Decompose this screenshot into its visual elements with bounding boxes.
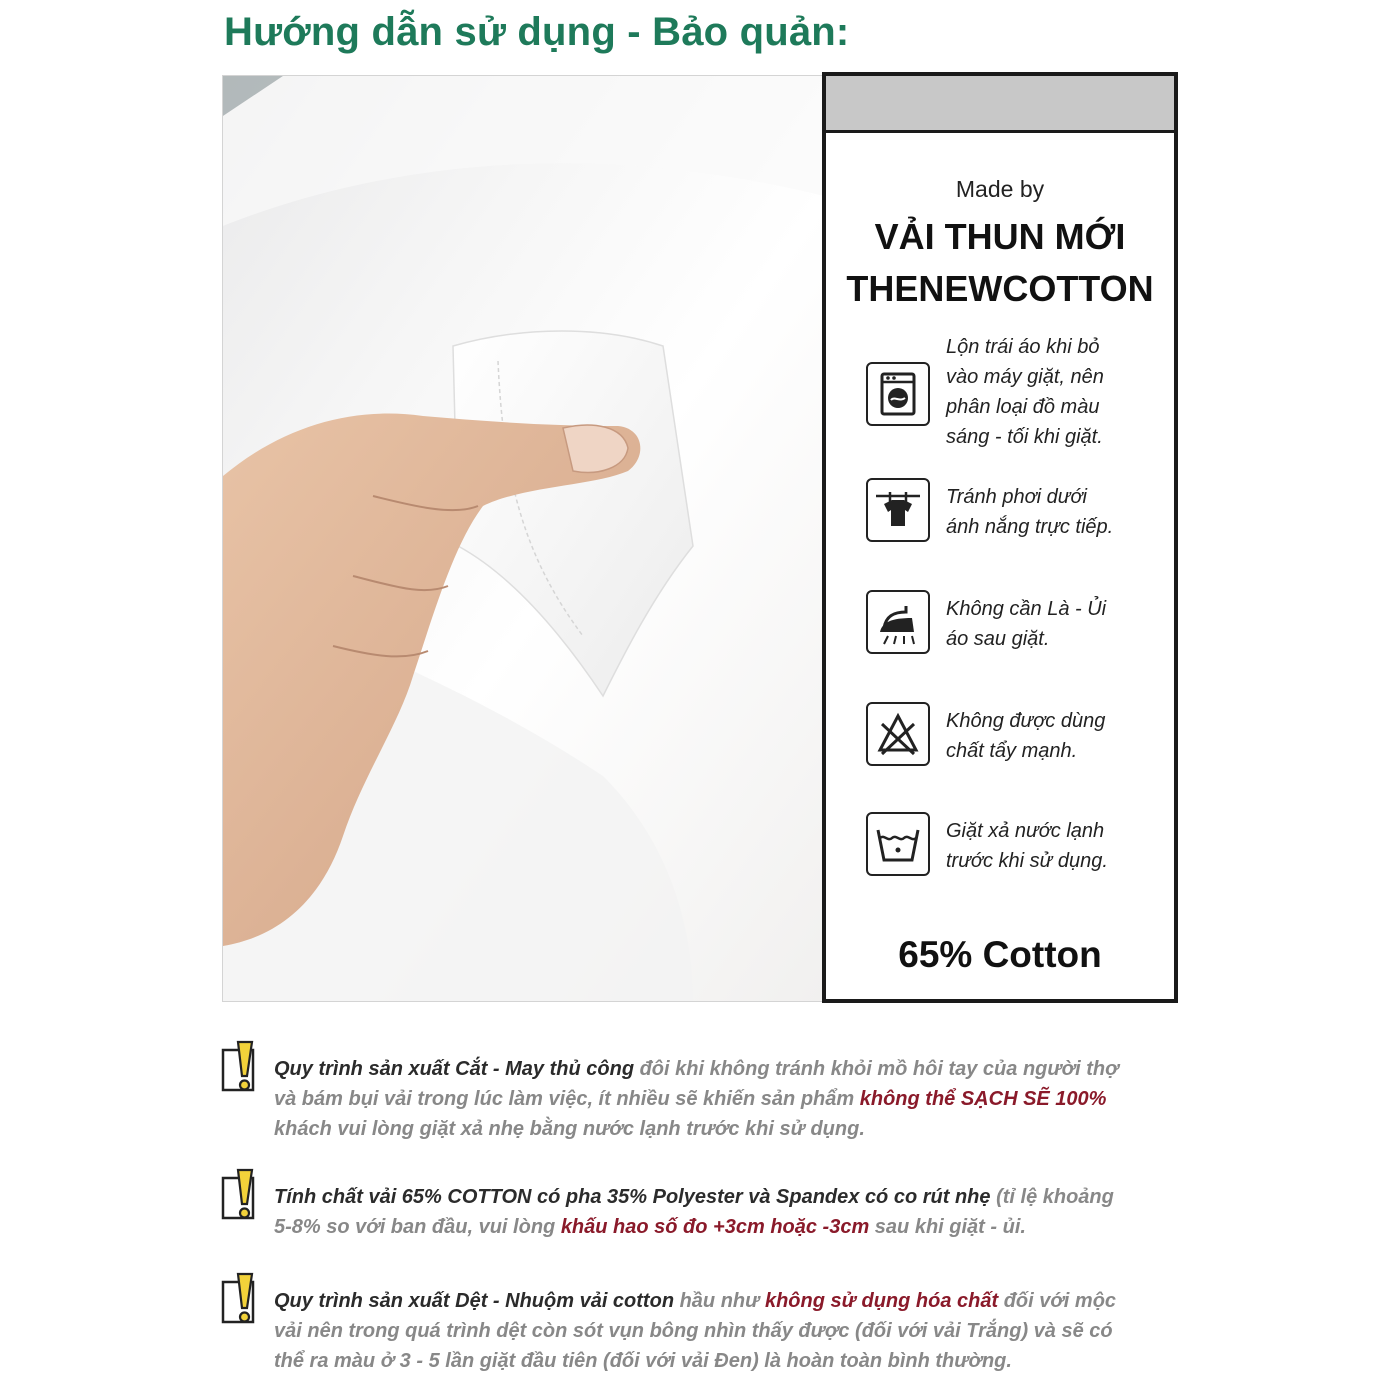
note-highlight: không thể SẠCH SẼ 100% [859,1088,1107,1110]
note-text: 5-8% so với ban đầu, vui lòng [274,1216,561,1238]
care-label-tag [822,72,1178,1003]
note-emphasis: Quy trình sản xuất Cắt - May thủ công [274,1058,635,1080]
no-bleach-icon [866,702,930,766]
note-emphasis: Tính chất vải 65% COTTON có pha 35% Polyester và Spandex có co rút nhẹ [274,1186,991,1208]
care-text-line: trước khi sử dụng. [946,850,1108,872]
warning-exclamation-icon [220,1168,262,1230]
washing-machine-icon [866,362,930,426]
note-text: đôi khi không tránh khỏi mồ hôi tay của người thợ [634,1058,1119,1080]
note-line [274,1212,1180,1242]
care-text-line: Không được dùng [946,710,1106,732]
note-text: và bám bụi vải trong lúc làm việc, ít nhiều sẽ khiến sản phẩm [274,1088,860,1110]
care-text-line: Lộn trái áo khi bỏ [946,336,1100,358]
dry-in-shade-icon [866,478,930,542]
note-line [274,1054,1180,1084]
care-text-line: chất tẩy mạnh. [946,740,1078,762]
made-by-text: Made by [955,176,1045,202]
note-highlight: không sử dụng hóa chất [764,1290,999,1312]
note-line [274,1182,1180,1212]
hand-holding-shirt-image [223,76,823,1002]
note-line: vải nên trong quá trình dệt còn sót vụn bông nhìn thấy được (đối với vải Trắng) và sẽ có [274,1320,1113,1342]
cold-wash-icon [866,812,930,876]
note-text: hầu như [674,1290,765,1312]
no-iron-icon [866,590,930,654]
note-highlight: khấu hao số đo +3cm hoặc -3cm [560,1216,870,1238]
care-text-line: sáng - tối khi giặt. [946,426,1103,448]
care-text-line: phân loại đồ màu [946,396,1100,418]
note-text: (tỉ lệ khoảng [990,1186,1114,1208]
care-text-line: áo sau giặt. [946,628,1050,650]
care-text-line: ánh nắng trực tiếp. [946,516,1114,538]
brand-name-vietnamese: VẢI THUN MỚI [874,216,1126,257]
note-line: khách vui lòng giặt xả nhẹ bằng nước lạnh trước khi sử dụng. [274,1118,865,1140]
product-photo [222,75,823,1002]
note-text: sau khi giặt - ủi. [869,1216,1026,1238]
note-line [274,1084,1180,1114]
note-text: đối với mộc [998,1290,1117,1312]
tag-header-bar [826,76,1174,133]
note-emphasis: Quy trình sản xuất Dệt - Nhuộm vải cotton [274,1290,675,1312]
care-text-line: Giặt xả nước lạnh [946,820,1105,842]
care-text-line: Tránh phơi dưới [946,486,1087,508]
note-line [274,1286,1180,1316]
warning-exclamation-icon [220,1272,262,1334]
brand-name: THENEWCOTTON [846,268,1154,309]
warning-exclamation-icon [220,1040,262,1102]
care-text-line: Không cần Là - Ủi [946,598,1107,620]
note-line: thể ra màu ở 3 - 5 lần giặt đầu tiên (đối với vải Đen) là hoàn toàn bình thường. [274,1350,1012,1372]
fabric-composition: 65% Cotton [898,934,1102,975]
care-text-line: vào máy giặt, nên [946,366,1104,388]
page-title: Hướng dẫn sử dụng - Bảo quản: [224,10,850,54]
